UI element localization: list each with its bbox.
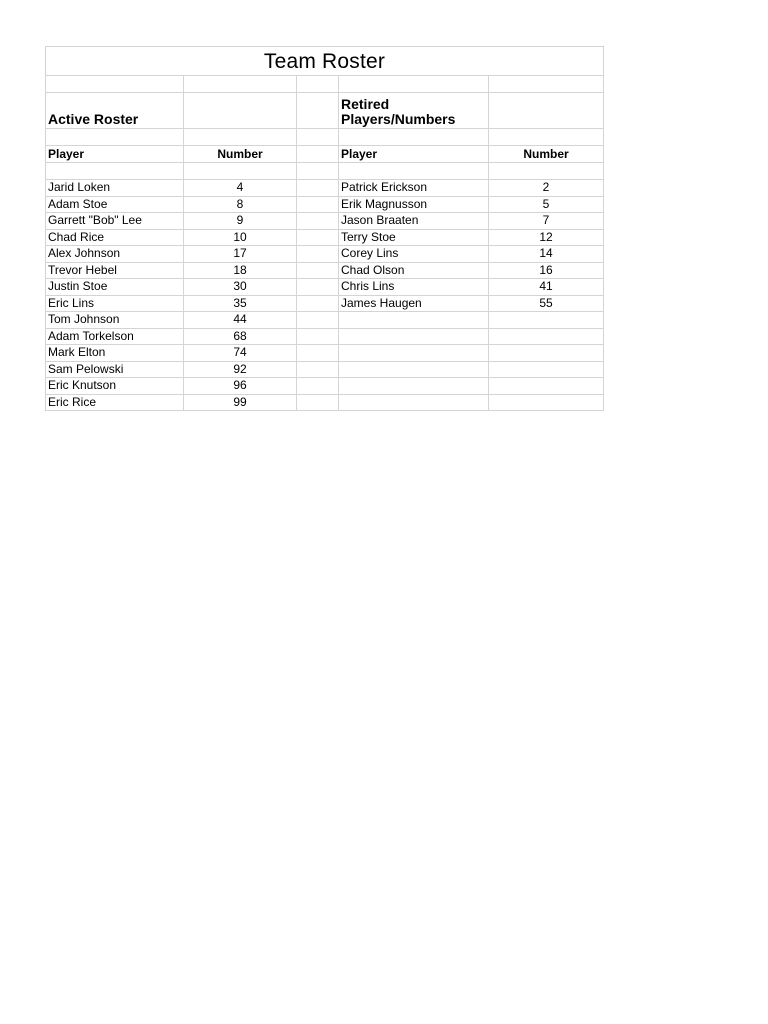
retired-heading-line2: Players/Numbers xyxy=(341,111,456,127)
retired-heading-line1: Retired xyxy=(341,96,390,112)
table-row xyxy=(46,361,604,378)
active-player-cell: Sam Pelowski xyxy=(46,361,184,378)
table-row xyxy=(46,213,604,230)
empty-cell xyxy=(339,328,489,345)
active-player-cell: Eric Rice xyxy=(46,394,184,411)
retired-player-cell: Patrick Erickson xyxy=(339,180,489,197)
table-row xyxy=(46,246,604,263)
empty-cell xyxy=(297,328,339,345)
empty-cell xyxy=(297,295,339,312)
table-row xyxy=(46,295,604,312)
table-row xyxy=(46,378,604,395)
table-row xyxy=(46,394,604,411)
active-number-cell: 10 xyxy=(184,229,297,246)
retired-player-cell: Erik Magnusson xyxy=(339,196,489,213)
active-player-cell: Alex Johnson xyxy=(46,246,184,263)
retired-number-cell: 41 xyxy=(489,279,604,296)
active-number-cell: 74 xyxy=(184,345,297,362)
empty-cell xyxy=(339,378,489,395)
active-player-cell: Tom Johnson xyxy=(46,312,184,329)
active-number-cell: 44 xyxy=(184,312,297,329)
empty-cell xyxy=(297,361,339,378)
retired-player-header: Player xyxy=(339,146,489,163)
active-player-cell: Eric Knutson xyxy=(46,378,184,395)
empty-cell xyxy=(297,312,339,329)
active-player-cell: Mark Elton xyxy=(46,345,184,362)
retired-player-cell: Terry Stoe xyxy=(339,229,489,246)
active-number-cell: 96 xyxy=(184,378,297,395)
retired-heading xyxy=(339,93,489,129)
empty-cell xyxy=(489,394,604,411)
empty-cell xyxy=(489,378,604,395)
active-number-cell: 17 xyxy=(184,246,297,263)
active-number-cell: 30 xyxy=(184,279,297,296)
active-player-cell: Trevor Hebel xyxy=(46,262,184,279)
empty-cell xyxy=(297,229,339,246)
empty-cell xyxy=(339,312,489,329)
active-number-cell: 18 xyxy=(184,262,297,279)
retired-number-cell: 16 xyxy=(489,262,604,279)
active-player-cell: Garrett "Bob" Lee xyxy=(46,213,184,230)
empty-cell xyxy=(297,394,339,411)
active-number-cell: 4 xyxy=(184,180,297,197)
title-row xyxy=(46,47,604,76)
table-row xyxy=(46,279,604,296)
retired-player-cell: Chad Olson xyxy=(339,262,489,279)
active-number-cell: 35 xyxy=(184,295,297,312)
active-number-cell: 9 xyxy=(184,213,297,230)
empty-cell xyxy=(489,328,604,345)
empty-cell xyxy=(489,312,604,329)
empty-cell xyxy=(297,196,339,213)
empty-cell xyxy=(297,279,339,296)
spacer-row xyxy=(46,163,604,180)
retired-number-cell: 12 xyxy=(489,229,604,246)
empty-cell xyxy=(297,213,339,230)
active-number-cell: 68 xyxy=(184,328,297,345)
active-number-cell: 92 xyxy=(184,361,297,378)
spacer-row xyxy=(46,76,604,93)
active-roster-heading-text: Active Roster xyxy=(48,111,139,127)
empty-cell xyxy=(489,345,604,362)
retired-player-cell: Chris Lins xyxy=(339,279,489,296)
active-number-cell: 99 xyxy=(184,394,297,411)
table-row xyxy=(46,328,604,345)
retired-number-header: Number xyxy=(489,146,604,163)
sheet-title: Team Roster xyxy=(46,47,604,76)
section-heading-row xyxy=(46,93,604,129)
column-header-row xyxy=(46,146,604,163)
retired-number-cell: 2 xyxy=(489,180,604,197)
table-row xyxy=(46,345,604,362)
retired-player-cell: Corey Lins xyxy=(339,246,489,263)
empty-cell xyxy=(297,345,339,362)
table-row xyxy=(46,180,604,197)
spacer-row xyxy=(46,129,604,146)
empty-cell xyxy=(297,246,339,263)
table-row xyxy=(46,312,604,329)
active-roster-heading xyxy=(46,93,184,129)
retired-number-cell: 55 xyxy=(489,295,604,312)
active-number-header: Number xyxy=(184,146,297,163)
active-player-cell: Adam Stoe xyxy=(46,196,184,213)
table-row xyxy=(46,229,604,246)
active-player-cell: Chad Rice xyxy=(46,229,184,246)
empty-cell xyxy=(297,262,339,279)
active-player-header: Player xyxy=(46,146,184,163)
retired-player-cell: Jason Braaten xyxy=(339,213,489,230)
empty-cell xyxy=(297,180,339,197)
active-player-cell: Eric Lins xyxy=(46,295,184,312)
active-player-cell: Jarid Loken xyxy=(46,180,184,197)
roster-sheet xyxy=(45,46,604,411)
empty-cell xyxy=(339,345,489,362)
retired-number-cell: 14 xyxy=(489,246,604,263)
empty-cell xyxy=(297,378,339,395)
retired-number-cell: 7 xyxy=(489,213,604,230)
retired-player-cell: James Haugen xyxy=(339,295,489,312)
empty-cell xyxy=(339,361,489,378)
empty-cell xyxy=(339,394,489,411)
active-player-cell: Adam Torkelson xyxy=(46,328,184,345)
retired-number-cell: 5 xyxy=(489,196,604,213)
empty-cell xyxy=(489,361,604,378)
table-row xyxy=(46,196,604,213)
active-number-cell: 8 xyxy=(184,196,297,213)
active-player-cell: Justin Stoe xyxy=(46,279,184,296)
table-row xyxy=(46,262,604,279)
